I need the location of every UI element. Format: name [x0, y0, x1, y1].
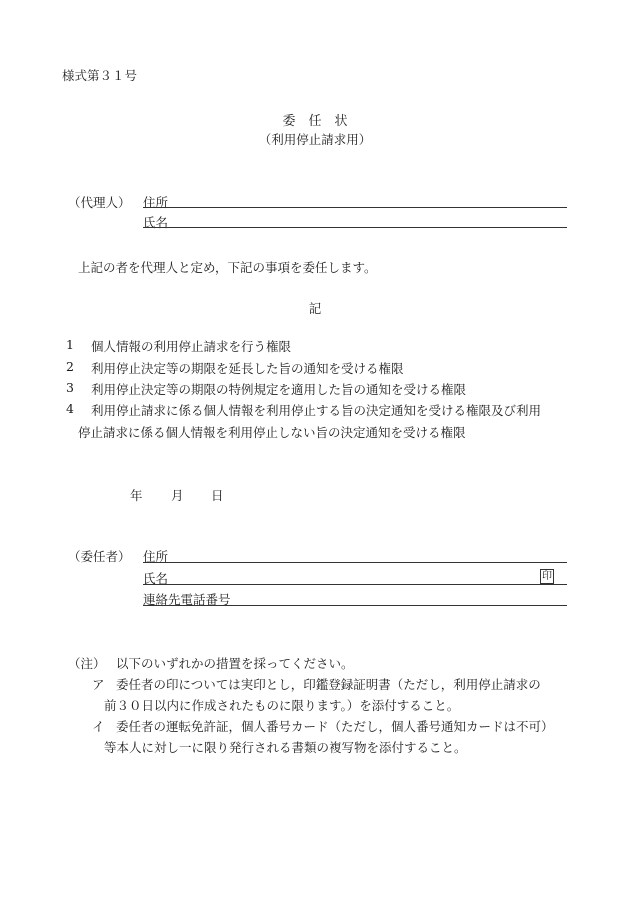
agent-name-line[interactable]	[143, 227, 567, 228]
note-i-line1: 委任者の運転免許証，個人番号カード（ただし，個人番号通知カードは不可）	[116, 719, 554, 734]
date-day: 日	[211, 488, 224, 503]
document-title: 委 任 状	[282, 114, 348, 129]
note-a-line1: 委任者の印については実印とし，印鑑登録証明書（ただし，利用停止請求の	[116, 677, 541, 692]
seal-box: 印	[542, 571, 552, 582]
principal-label: （委任者）	[68, 549, 131, 564]
item-2-num: 2	[66, 359, 74, 374]
form-number: 様式第３１号	[62, 68, 138, 83]
principal-name-label: 氏名	[143, 571, 169, 586]
notes-intro: 以下のいずれかの措置を採ってください。	[116, 656, 354, 671]
principal-name-line[interactable]	[143, 584, 567, 585]
item-2-text: 利用停止決定等の期限を延長した旨の通知を受ける権限	[91, 361, 404, 376]
agent-label: （代理人）	[68, 195, 131, 210]
item-3-text: 利用停止決定等の期限の特例規定を適用した旨の通知を受ける権限	[91, 382, 467, 397]
item-1-text: 個人情報の利用停止請求を行う権限	[91, 339, 292, 354]
item-4-continuation: 停止請求に係る個人情報を利用停止しない旨の決定通知を受ける権限	[78, 425, 466, 440]
note-a-mark: ア	[92, 677, 105, 692]
ki-heading: 記	[308, 301, 322, 316]
principal-phone-label: 連絡先電話番号	[143, 592, 231, 607]
item-4-num: 4	[66, 401, 74, 416]
principal-address-line[interactable]	[143, 562, 567, 563]
agent-address-label: 住所	[143, 195, 169, 210]
notes-label: （注）	[68, 656, 106, 671]
note-i-mark: イ	[92, 719, 105, 734]
date-month: 月	[171, 488, 184, 503]
delegation-statement: 上記の者を代理人と定め，下記の事項を委任します。	[78, 260, 377, 275]
note-a-line2: 前３０日以内に作成されたものに限ります。）を添付すること。	[104, 698, 460, 713]
agent-address-line[interactable]	[143, 207, 567, 208]
principal-address-label: 住所	[143, 549, 169, 564]
principal-phone-line[interactable]	[143, 605, 567, 606]
item-1-num: 1	[66, 337, 74, 352]
date-year: 年	[130, 488, 143, 503]
item-4-text: 利用停止請求に係る個人情報を利用停止する旨の決定通知を受ける権限及び利用	[91, 403, 542, 418]
note-i-line2: 等本人に対し一に限り発行される書類の複写物を添付すること。	[104, 740, 467, 755]
item-3-num: 3	[66, 380, 74, 395]
agent-name-label: 氏名	[143, 215, 169, 230]
document-subtitle: （利用停止請求用）	[258, 132, 372, 147]
